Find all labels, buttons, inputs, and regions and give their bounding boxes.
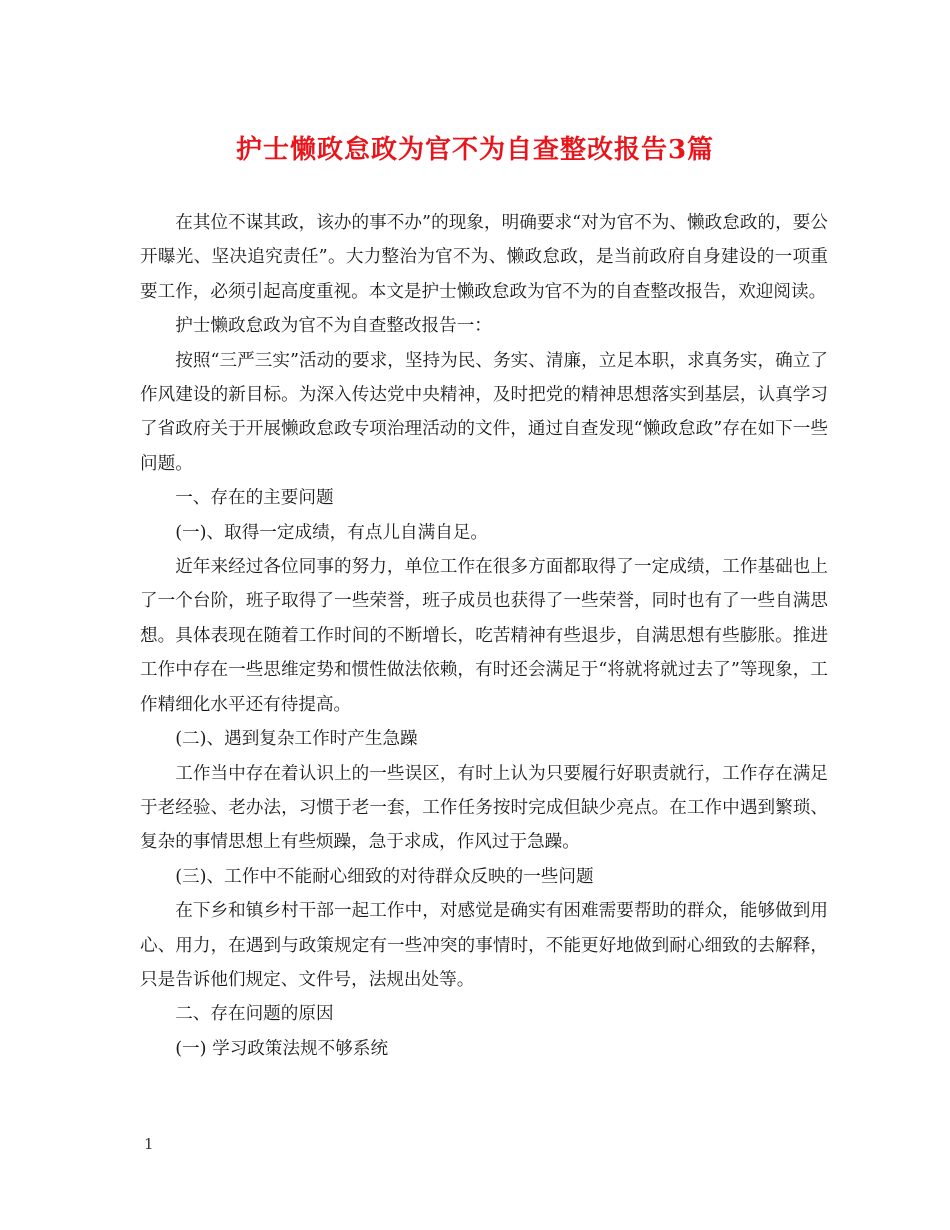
subheading-2: (二)、遇到复杂工作时产生急躁 [175, 729, 418, 750]
section-heading-causes: 二、存在问题的原因 [175, 1004, 334, 1025]
section-heading-main-problems: 一、存在的主要问题 [175, 488, 334, 509]
document-title: 护士懒政怠政为官不为自查整改报告3篇 [235, 135, 715, 165]
report-one-heading: 护士懒政怠政为官不为自查整改报告一： [175, 316, 492, 337]
page-number: 1 [144, 1135, 154, 1153]
subheading-1: (一)、取得一定成绩，有点儿自满自足。 [175, 522, 489, 543]
subheading-2-paragraph: 工作当中存在着认识上的一些误区，有时上认为只要履行好职责就行，工作存在满足于老经验、老办法，习惯于老一套，工作任务按时完成但缺少亮点。在工作中遇到繁琐、复杂的事情思想上有些烦躁，急于求成，作风过于急躁。 [140, 763, 828, 853]
report-one-intro-paragraph: 按照“三严三实”活动的要求，坚持为民、务实、清廉，立足本职，求真务实，确立了作风建设的新目标。为深入传达党中央精神，及时把党的精神思想落实到基层，认真学习了省政府关于开展懒政怠政专项治理活动的文件，通过自查发现“懒政怠政”存在如下一些问题。 [140, 350, 828, 474]
subheading-3: (三)、工作中不能耐心细致的对待群众反映的一些问题 [175, 866, 594, 887]
subheading-1-paragraph: 近年来经过各位同事的努力，单位工作在很多方面都取得了一定成绩，工作基础也上了一个台阶，班子取得了一些荣誉，班子成员也获得了一些荣誉，同时也有了一些自满思想。具体表现在随着工作时间的不断增长，吃苦精神有些退步，自满思想有些膨胀。推进工作中存在一些思维定势和惯性做法依赖，有时还会满足于“将就将就过去了”等现象，工作精细化水平还有待提高。 [140, 557, 828, 715]
causes-subheading-1: (一) 学习政策法规不够系统 [175, 1038, 389, 1059]
intro-paragraph: 在其位不谋其政，该办的事不办”的现象，明确要求“对为官不为、懒政怠政的，要公开曝光、坚决追究责任”。大力整治为官不为、懒政怠政，是当前政府自身建设的一项重要工作，必须引起高度重视。本文是护士懒政怠政为官不为的自查整改报告，欢迎阅读。 [140, 213, 828, 302]
subheading-3-paragraph: 在下乡和镇乡村干部一起工作中，对感觉是确实有困难需要帮助的群众，能够做到用心、用力，在遇到与政策规定有一些冲突的事情时，不能更好地做到耐心细致的去解释，只是告诉他们规定、文件号，法规出处等。 [140, 901, 828, 990]
document-body [140, 206, 828, 1066]
